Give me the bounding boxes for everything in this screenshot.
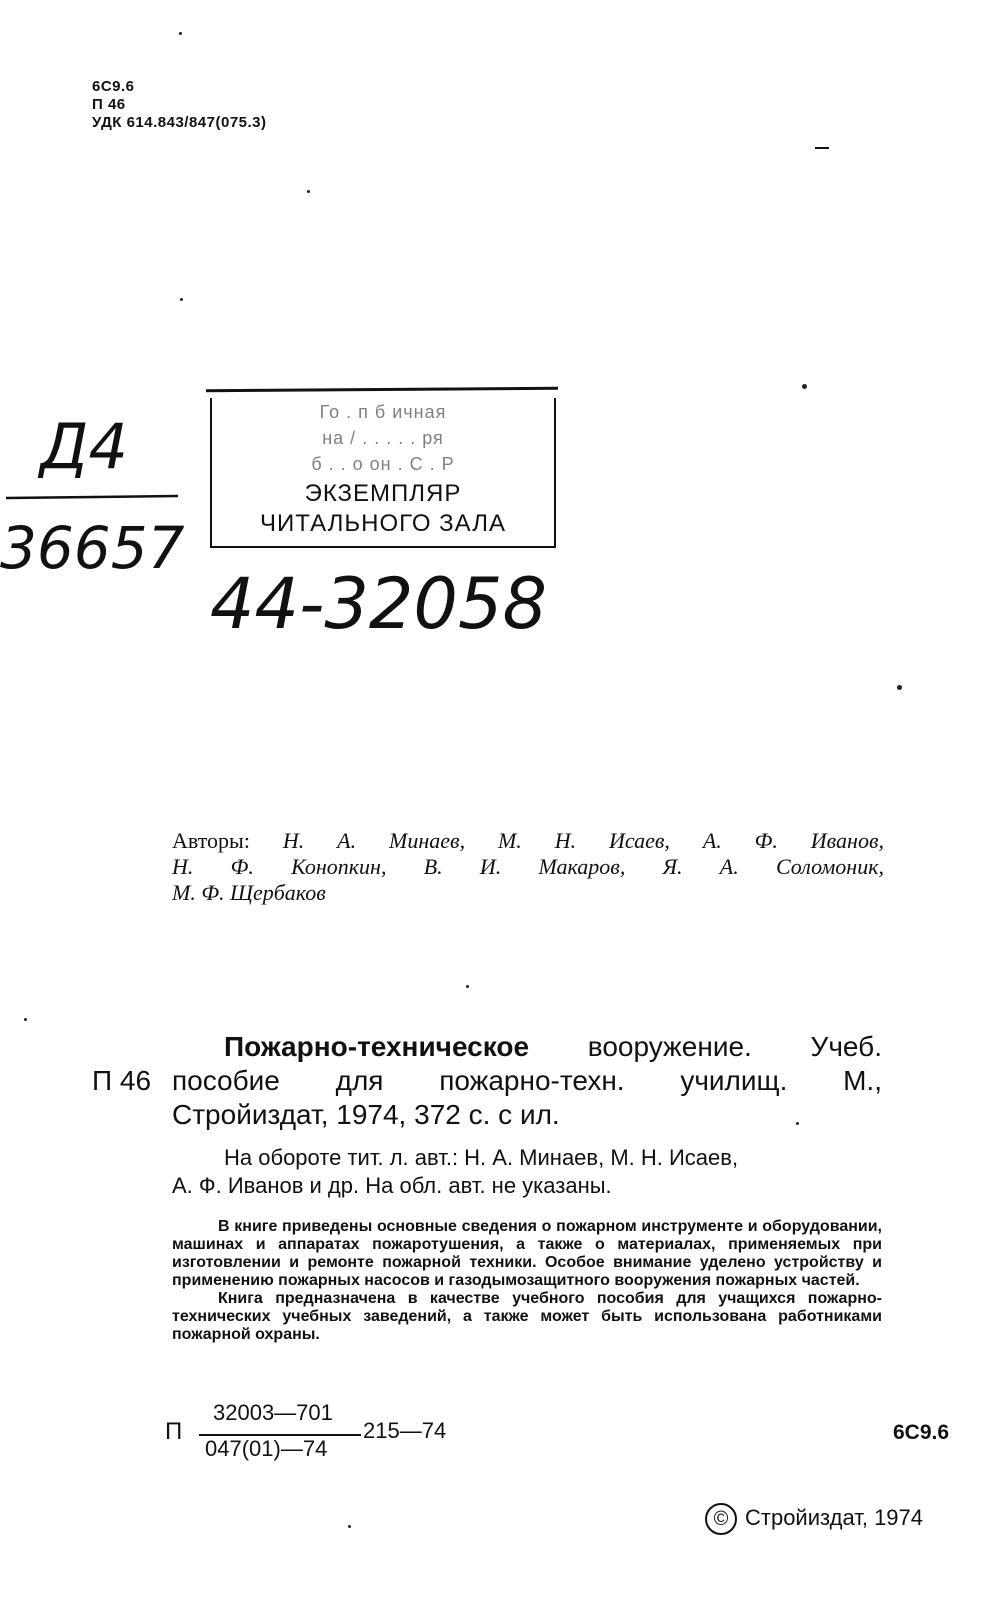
speck <box>179 32 182 35</box>
bbk-code-right: 6С9.6 <box>893 1421 950 1444</box>
abstract-paragraph-2: Книга предназначена в качестве учебного пособия для учащихся пожарно-технических учебных заведений, а также может быть использована работниками пожарной охраны. <box>172 1290 882 1343</box>
abstract-paragraph-1: В книге приведены основные сведения о пожарном инструменте и оборудовании, машинах и аппаратах пожаротушения, а также о материалах, применяемых при изготовлении и ремонте пожарной техники. Особое внимание уделено устройству и применению пожарных насосов и газодымозащитного вооружения пожарных частей. <box>172 1218 882 1289</box>
classification-denominator: 047(01)—74 <box>205 1436 328 1461</box>
copyright-line <box>705 1503 923 1535</box>
index-code: П 46 <box>92 96 126 113</box>
stamp-line-1: Го . п б ичная <box>319 402 447 422</box>
stamp-line-3: б . . о он . С . Р <box>311 454 455 474</box>
card-title-line <box>224 1030 882 1064</box>
speck <box>802 384 807 389</box>
speck <box>897 685 902 690</box>
classification-suffix: 215—74 <box>363 1418 447 1443</box>
authors-line-2: Н. Ф. Конопкин, В. И. Макаров, Я. А. Соломоник, <box>172 854 884 879</box>
stray-dash <box>815 147 829 149</box>
bbk-code: 6С9.6 <box>92 78 135 95</box>
speck <box>466 985 469 988</box>
speck <box>307 190 310 193</box>
handwritten-top: Д4 <box>40 410 128 483</box>
card-symbol: П 46 <box>92 1065 152 1096</box>
card-abstract <box>172 1218 882 1344</box>
header-codes <box>92 78 267 132</box>
card-note-line-2: А. Ф. Иванов и др. На обл. авт. не указаны. <box>172 1173 612 1198</box>
card-line-2: пособие для пожарно-техн. училищ. М., <box>172 1065 882 1096</box>
copyright-text: Стройиздат, 1974 <box>745 1504 924 1530</box>
handwritten-fraction-line <box>6 496 178 498</box>
stamp-line-2: на / . . . . . ря <box>322 428 444 448</box>
authors-line-1: Н. А. Минаев, М. Н. Исаев, А. Ф. Иванов, <box>282 828 885 853</box>
card-note <box>172 1144 882 1200</box>
card-note-line-1: На обороте тит. л. авт.: Н. А. Минаев, М. Н. Исаев, <box>224 1145 739 1170</box>
card-line-3: Стройиздат, 1974, 372 с. с ил. <box>172 1099 560 1130</box>
card-title-block <box>92 1030 882 1132</box>
stamp-line-4: ЭКЗЕМПЛЯР <box>304 480 462 507</box>
udk-code: УДК 614.843/847(075.3) <box>92 114 267 131</box>
handwritten-left: 36657 <box>0 514 185 582</box>
card-title-rest: вооружение. Учеб. <box>529 1031 882 1062</box>
copyright-icon: © <box>705 1503 737 1535</box>
handwritten-inventory: 44-32058 <box>210 563 548 645</box>
classification-numerator: 32003—701 <box>213 1400 333 1425</box>
authors-line-3: М. Ф. Щербаков <box>172 880 326 905</box>
handwriting-svg <box>0 400 560 660</box>
speck <box>180 298 183 301</box>
speck <box>24 1018 27 1021</box>
catalog-card <box>92 1030 882 1344</box>
stamp-top-border <box>206 387 558 392</box>
stamp-line-5: ЧИТАЛЬНОГО ЗАЛА <box>260 510 506 537</box>
authors-block <box>172 828 884 906</box>
authors-label: Авторы: <box>172 828 250 853</box>
speck <box>348 1525 351 1528</box>
handwritten-marks <box>0 400 560 660</box>
classification-symbol: П <box>165 1418 183 1445</box>
card-title-bold: Пожарно-техническое <box>224 1031 530 1062</box>
